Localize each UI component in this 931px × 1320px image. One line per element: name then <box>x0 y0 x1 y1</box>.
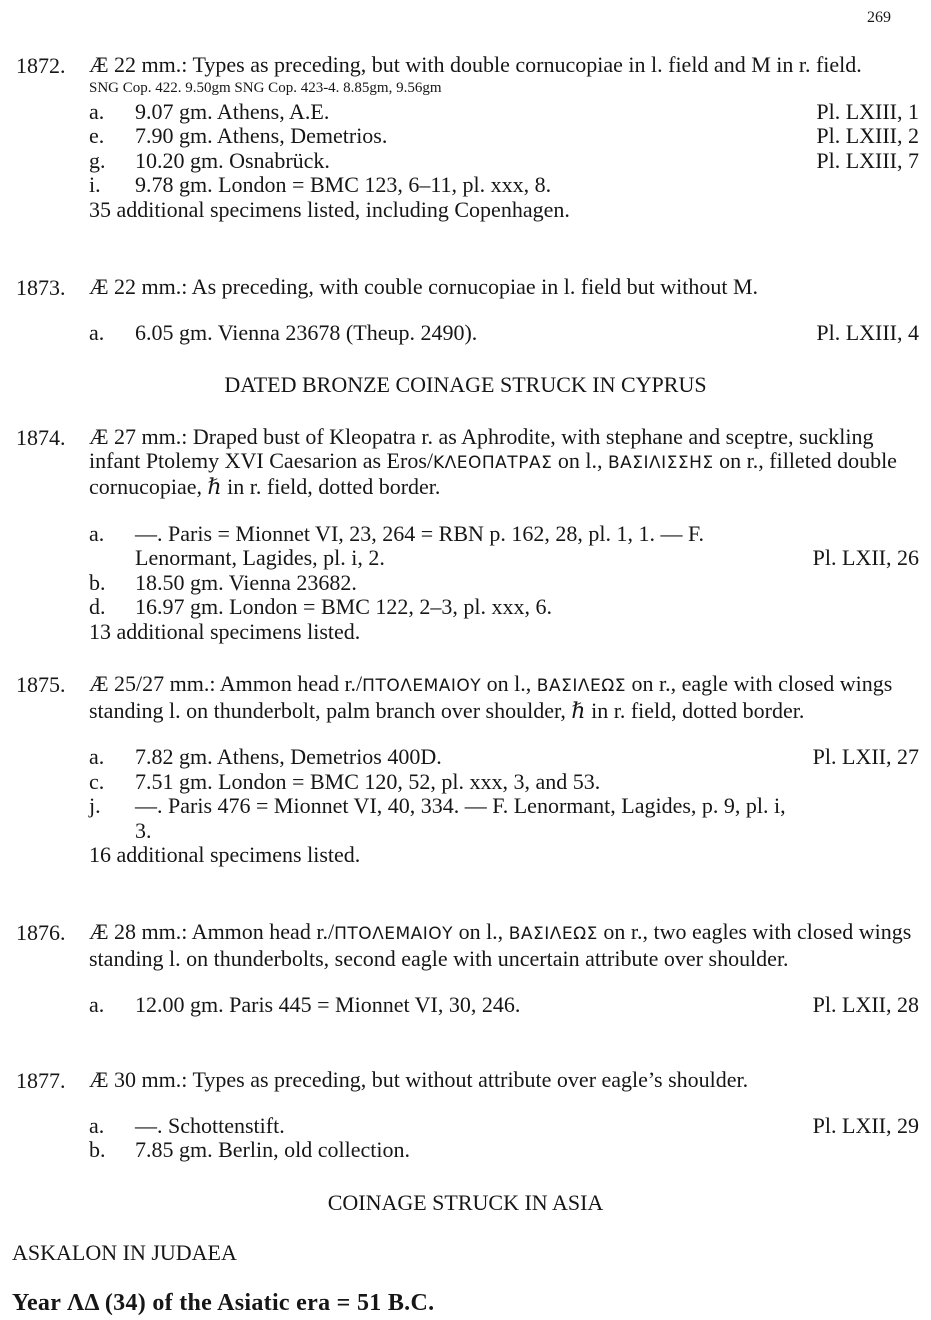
entry-description: Æ 22 mm.: As preceding, with couble cornucopiae in l. field but without M. <box>89 274 759 299</box>
specimen-text: 9.07 gm. Athens, A.E. <box>135 98 330 124</box>
specimen-text: 7.51 gm. London = BMC 120, 52, pl. xxx, 3, and 53. <box>135 768 601 794</box>
specimen-list <box>89 745 921 868</box>
entry-number: 1875. <box>16 672 66 697</box>
entry-number: 1873. <box>16 275 66 300</box>
entry-number: 1872. <box>16 53 66 78</box>
specimen-row <box>89 993 921 1018</box>
specimen-row <box>89 571 921 596</box>
specimen-text: 7.85 gm. Berlin, old collection. <box>135 1137 410 1162</box>
catalog-entry-1874 <box>16 425 921 644</box>
additional-specimens: 35 additional specimens listed, including Copenhagen. <box>89 196 570 222</box>
specimen-letter: a. <box>89 992 105 1017</box>
entry-description: Æ 22 mm.: Types as preceding, but with double cornucopiae in l. field and M in r. field. <box>89 52 862 77</box>
specimen-letter: a. <box>89 520 105 546</box>
greek-legend: ΠΤΟΛΕΜΑΙΟΥ <box>362 676 482 696</box>
specimen-text: 6.05 gm. Vienna 23678 (Theup. 2490). <box>135 319 478 345</box>
additional-specimens: 13 additional specimens listed. <box>89 618 361 644</box>
entry-description: Æ 28 mm.: Ammon head r./ΠΤΟΛΕΜΑΙΟΥ on l., ΒΑΣΙΛΕΩΣ on r., two eagles with closed wings standing l. on thunderbolts, second eagle with uncertain attribute over shoulder. <box>89 919 912 971</box>
specimen-letter: c. <box>89 768 105 794</box>
greek-legend: ΠΤΟΛΕΜΑΙΟΥ <box>334 924 454 944</box>
specimen-text: 16.97 gm. London = BMC 122, 2–3, pl. xxx, 6. <box>135 594 552 619</box>
specimen-letter: e. <box>89 123 105 148</box>
specimen-row <box>89 794 921 843</box>
plate-reference: Pl. LXII, 28 <box>812 992 919 1017</box>
specimen-row <box>89 595 921 620</box>
plate-reference: Pl. LXIII, 1 <box>816 98 919 124</box>
specimen-text-continued: Lenormant, Lagides, pl. i, 2. <box>135 545 385 570</box>
specimen-text: 7.90 gm. Athens, Demetrios. <box>135 123 388 148</box>
entry-references: SNG Cop. 422. 9.50gm SNG Cop. 423-4. 8.85gm, 9.56gm <box>89 79 442 96</box>
entry-description: Æ 30 mm.: Types as preceding, but without attribute over eagle’s shoulder. <box>89 1067 749 1092</box>
greek-legend: ΒΑΣΙΛΕΩΣ <box>508 924 598 944</box>
specimen-text: —. Paris = Mionnet VI, 23, 264 = RBN p. 162, 28, pl. 1, 1. — F. <box>135 520 705 546</box>
specimen-row <box>89 321 921 346</box>
catalog-entry-1872 <box>16 53 921 222</box>
page-number: 269 <box>867 9 891 26</box>
catalog-entry-1873 <box>16 275 921 345</box>
plate-reference: Pl. LXII, 27 <box>812 744 919 769</box>
specimen-row <box>89 149 921 174</box>
catalog-entry-1877 <box>16 1068 921 1163</box>
specimen-text: —. Schottenstift. <box>135 1112 285 1138</box>
year-heading: Year ΛΔ (34) of the Asiatic era = 51 B.C. <box>12 1290 435 1316</box>
catalog-entry-1876 <box>16 920 921 1018</box>
specimen-list <box>89 1114 921 1163</box>
specimen-text: 7.82 gm. Athens, Demetrios 400D. <box>135 744 442 769</box>
specimen-letter: a. <box>89 319 105 345</box>
greek-legend: ΒΑΣΙΛΙΣΣΗΣ <box>607 452 714 473</box>
entry-description: Æ 25/27 mm.: Ammon head r./ΠΤΟΛΕΜΑΙΟΥ on l., ΒΑΣΙΛΕΩΣ on r., eagle with closed wings standing l. on thunderbolt, palm branch over shoulder, ℏ in r. field, dotted border. <box>89 671 893 723</box>
monogram-symbol: ℏ <box>571 697 586 723</box>
plate-reference: Pl. LXII, 26 <box>812 545 919 570</box>
mint-heading: ASKALON IN JUDAEA <box>12 1240 237 1265</box>
specimen-letter: b. <box>89 569 106 595</box>
specimen-letter: b. <box>89 1137 106 1162</box>
entry-number: 1876. <box>16 920 66 945</box>
specimen-list <box>89 993 921 1018</box>
specimen-letter: i. <box>89 172 101 197</box>
greek-legend: ΚΛΕΟΠΑΤΡΑΣ <box>433 452 553 473</box>
specimen-letter: d. <box>89 594 106 619</box>
catalog-entry-1875 <box>16 672 921 868</box>
specimen-letter: g. <box>89 147 106 173</box>
specimen-list <box>89 321 921 346</box>
specimen-row <box>89 745 921 770</box>
specimen-letter: a. <box>89 744 105 769</box>
specimen-letter: a. <box>89 98 105 124</box>
specimen-text: 18.50 gm. Vienna 23682. <box>135 569 357 595</box>
section-heading-cyprus: DATED BRONZE COINAGE STRUCK IN CYPRUS <box>224 372 707 397</box>
plate-reference: Pl. LXIII, 2 <box>816 123 919 148</box>
specimen-row <box>89 1114 921 1139</box>
specimen-row <box>89 770 921 795</box>
entry-description: Æ 27 mm.: Draped bust of Kleopatra r. as Aphrodite, with stephane and sceptre, suckling infant Ptolemy XVI Caesarion as Eros/ΚΛΕΟΠΑΤΡΑΣ on l., ΒΑΣΙΛΙΣΣΗΣ on r., filleted double cornucopiae, ℏ in r. field, dotted border. <box>89 424 897 499</box>
specimen-text: —. Paris 476 = Mionnet VI, 40, 334. — F. Lenormant, Lagides, p. 9, pl. i, <box>135 793 786 818</box>
specimen-text: 10.20 gm. Osnabrück. <box>135 147 330 173</box>
specimen-row <box>89 1138 921 1163</box>
entry-number: 1874. <box>16 425 66 450</box>
specimen-text: 9.78 gm. London = BMC 123, 6–11, pl. xxx, 8. <box>135 172 552 197</box>
plate-reference: Pl. LXIII, 4 <box>816 319 919 345</box>
specimen-list <box>89 522 921 645</box>
specimen-letter: a. <box>89 1112 105 1138</box>
specimen-row <box>89 124 921 149</box>
additional-specimens: 16 additional specimens listed. <box>89 842 361 867</box>
entry-number: 1877. <box>16 1068 66 1093</box>
plate-reference: Pl. LXIII, 7 <box>816 147 919 173</box>
specimen-text: 12.00 gm. Paris 445 = Mionnet VI, 30, 246. <box>135 992 521 1017</box>
specimen-letter: j. <box>89 793 101 818</box>
section-heading-asia: COINAGE STRUCK IN ASIA <box>327 1190 604 1215</box>
specimen-list <box>89 100 921 223</box>
monogram-symbol: ℏ <box>207 474 222 499</box>
specimen-text-continued: 3. <box>135 817 152 843</box>
specimen-row <box>89 522 921 571</box>
specimen-row <box>89 173 921 198</box>
specimen-row <box>89 100 921 125</box>
plate-reference: Pl. LXII, 29 <box>812 1112 919 1138</box>
greek-legend: ΒΑΣΙΛΕΩΣ <box>536 676 626 696</box>
